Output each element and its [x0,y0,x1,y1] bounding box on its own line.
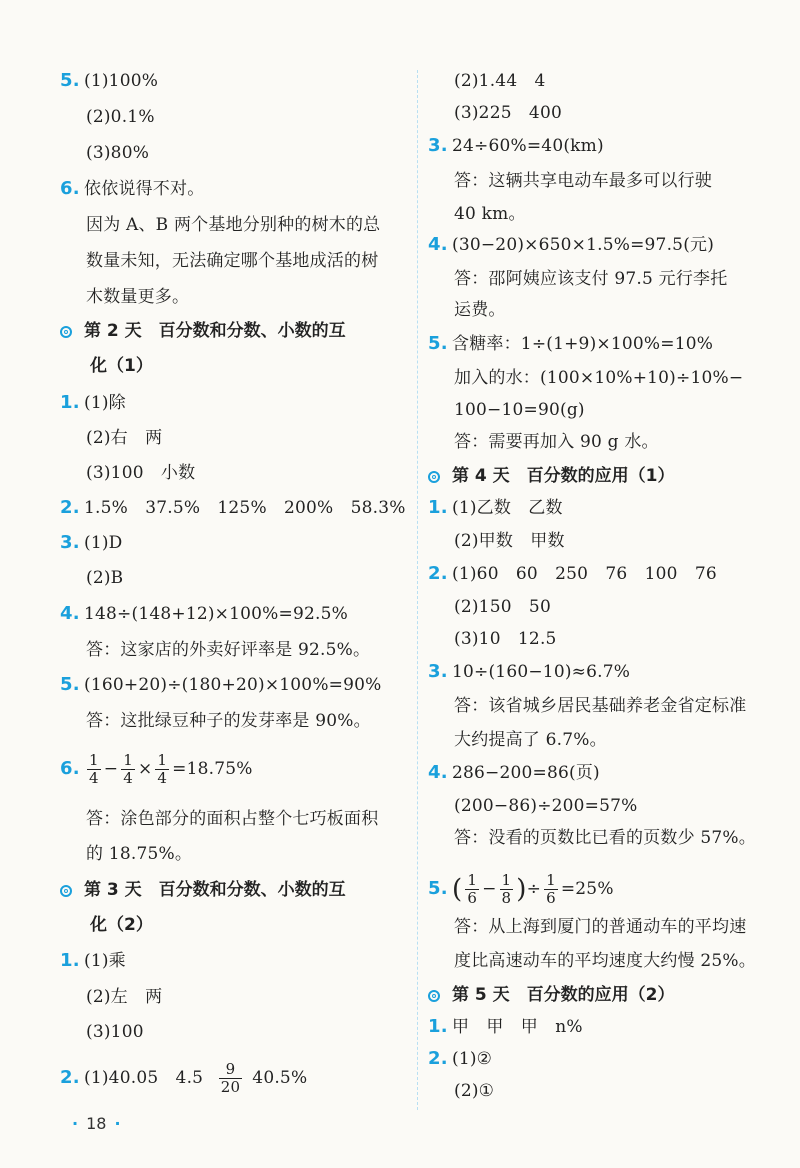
question-number: 6. [60,758,80,779]
answer-text: 数量未知，无法确定哪个基地成活的树 [86,251,379,271]
answer-text: 40 km。 [454,204,526,224]
question-number: 5. [60,674,80,695]
question-number: 2. [428,1048,448,1069]
operator: × [137,759,153,779]
question-number: 4. [428,234,448,255]
answer-6-formula [60,752,253,787]
answer-text: 大约提高了 6.7%。 [454,730,607,750]
answer-text: (30−20)×650×1.5%=97.5(元) [452,235,715,255]
fraction [465,872,479,907]
page-dot-left: · [72,1114,79,1133]
answer-text: (1)60 60 250 76 100 76 [452,564,717,584]
answer-text: 度比高速动车的平均速度大约慢 25%。 [454,951,756,971]
question-number: 3. [60,532,80,553]
answer-3 [428,135,604,157]
answer-text: 的 18.75%。 [86,844,193,864]
answer-text: (2)甲数 甲数 [454,531,565,551]
question-number: 6. [60,178,80,199]
numerator: 1 [501,871,512,889]
numerator: 1 [546,871,556,889]
answer-3 [428,661,630,683]
numerator: 1 [89,751,99,769]
answer-text: 答：没看的页数比已看的页数少 57%。 [454,828,756,848]
answer-4 [428,234,714,256]
section-heading-day3 [60,879,346,901]
answer-text: 答：这批绿豆种子的发芽率是 90%。 [86,711,371,731]
answer-5 [60,674,382,696]
answer-text: (1)乙数 乙数 [452,498,563,518]
answer-text: (3)100 小数 [86,463,196,483]
question-number: 5. [428,333,448,354]
fraction [155,752,169,787]
answer-3 [60,532,123,554]
answer-2 [60,497,406,519]
answer-text: (2)1.44 4 [454,71,546,91]
question-number: 1. [60,950,80,971]
circle-bullet-icon [60,885,72,897]
fraction [500,872,514,907]
answer-text: (1)40.05 4.5 [84,1068,204,1088]
answer-text: 依依说得不对。 [84,179,205,199]
answer-text: (2)右 两 [86,428,163,448]
answer-text: 因为 A、B 两个基地分别种的树木的总 [86,215,381,235]
answer-text: (2)150 50 [454,597,551,617]
answer-2 [428,1048,492,1070]
answer-text: (1)100% [84,71,159,91]
operator: − [482,879,497,899]
section-heading-day2 [60,320,346,342]
question-number: 2. [60,497,80,518]
answer-text: (3)100 [86,1022,144,1042]
numerator: 1 [467,871,478,889]
answer-text: 286−200=86(页) [452,763,600,783]
circle-bullet-icon [428,471,440,483]
answer-text: (3)225 400 [454,103,562,123]
question-number: 2. [60,1067,80,1088]
answer-text: 答：从上海到厦门的普通动车的平均速 [454,917,747,937]
section-heading-day4 [428,465,675,487]
answer-text: 木数量更多。 [86,287,190,307]
numerator: 9 [219,1061,243,1079]
answer-text: 24÷60%=40(km) [452,136,604,156]
fraction [87,752,101,787]
answer-text: 40.5% [252,1068,308,1088]
answer-text: 运费。 [454,300,506,320]
denominator: 4 [157,769,168,787]
denominator: 4 [89,769,99,787]
circle-bullet-icon [60,326,72,338]
fraction [121,752,135,787]
answer-text: 含糖率：1÷(1+9)×100%=10% [452,334,714,354]
answer-text: 答：该省城乡居民基础养老金省定标准 [454,696,747,716]
operator: ÷ [526,879,542,899]
question-number: 5. [60,70,80,91]
answer-text: 答：这家店的外卖好评率是 92.5%。 [86,640,371,660]
denominator: 20 [220,1078,241,1096]
answer-1 [60,950,126,972]
section-title: 化（2） [90,915,153,935]
paren-close: ) [516,874,527,905]
answer-text: (1)除 [84,393,126,413]
answer-text: (3)80% [86,143,150,163]
question-number: 4. [428,762,448,783]
answer-text: 148÷(148+12)×100%=92.5% [84,604,348,624]
question-number: 3. [428,661,448,682]
answer-1 [60,392,126,414]
answer-text: (2)B [86,568,124,588]
answer-text: 100−10=90(g) [454,400,585,420]
question-number: 5. [428,878,448,899]
answer-text: 答：涂色部分的面积占整个七巧板面积 [86,809,379,829]
result: =18.75% [172,759,253,779]
answer-text: (1)② [452,1049,493,1069]
answer-6 [60,178,204,200]
answer-text: (3)10 12.5 [454,629,557,649]
answer-text: 甲 甲 甲 n% [452,1017,583,1037]
answer-text: 加入的水：(100×10%+10)÷10%− [454,368,744,388]
answer-text: (160+20)÷(180+20)×100%=90% [84,675,382,695]
answer-text: 1.5% 37.5% 125% 200% 58.3% [84,498,406,518]
denominator: 4 [123,769,133,787]
answer-4 [60,603,348,625]
section-title: 第 2 天 百分数和分数、小数的互 [84,321,346,341]
section-title: 第 5 天 百分数的应用（2） [452,985,675,1005]
answer-4 [428,762,600,784]
question-number: 1. [428,497,448,518]
answer-text: 答：这辆共享电动车最多可以行驶 [454,171,712,191]
paren-open: ( [452,874,463,905]
answer-text: 10÷(160−10)≈6.7% [452,662,631,682]
answer-5 [60,70,158,92]
answer-2 [428,563,717,585]
denominator: 8 [501,889,512,907]
answer-5-formula [428,872,614,907]
answer-text: (2)左 两 [86,987,163,1007]
answer-text: 答：需要再加入 90 g 水。 [454,432,659,452]
section-title: 第 3 天 百分数和分数、小数的互 [84,880,346,900]
section-heading-day5 [428,984,675,1006]
answer-text: (1)D [84,533,123,553]
answer-text: (1)乘 [84,951,126,971]
fraction [219,1061,243,1096]
question-number: 3. [428,135,448,156]
column-divider [417,70,418,1110]
question-number: 1. [60,392,80,413]
section-title: 化（1） [90,356,153,376]
answer-text: (200−86)÷200=57% [454,796,638,816]
answer-1 [428,1016,583,1038]
page-number-text: 18 [86,1114,107,1133]
denominator: 6 [546,889,556,907]
answer-2 [60,1061,307,1096]
result: =25% [560,879,614,899]
answer-text: (2)0.1% [86,107,155,127]
numerator: 1 [123,751,133,769]
answer-text: (2)① [454,1081,495,1101]
circle-bullet-icon [428,990,440,1002]
section-title: 第 4 天 百分数的应用（1） [452,466,675,486]
question-number: 4. [60,603,80,624]
operator: − [103,759,119,779]
page-number [64,1114,129,1133]
denominator: 6 [467,889,478,907]
answer-1 [428,497,563,519]
numerator: 1 [157,751,168,769]
fraction [544,872,558,907]
answer-5 [428,333,713,355]
question-number: 2. [428,563,448,584]
answer-text: 答：邵阿姨应该支付 97.5 元行李托 [454,269,728,289]
question-number: 1. [428,1016,448,1037]
page-dot-right: · [114,1114,121,1133]
